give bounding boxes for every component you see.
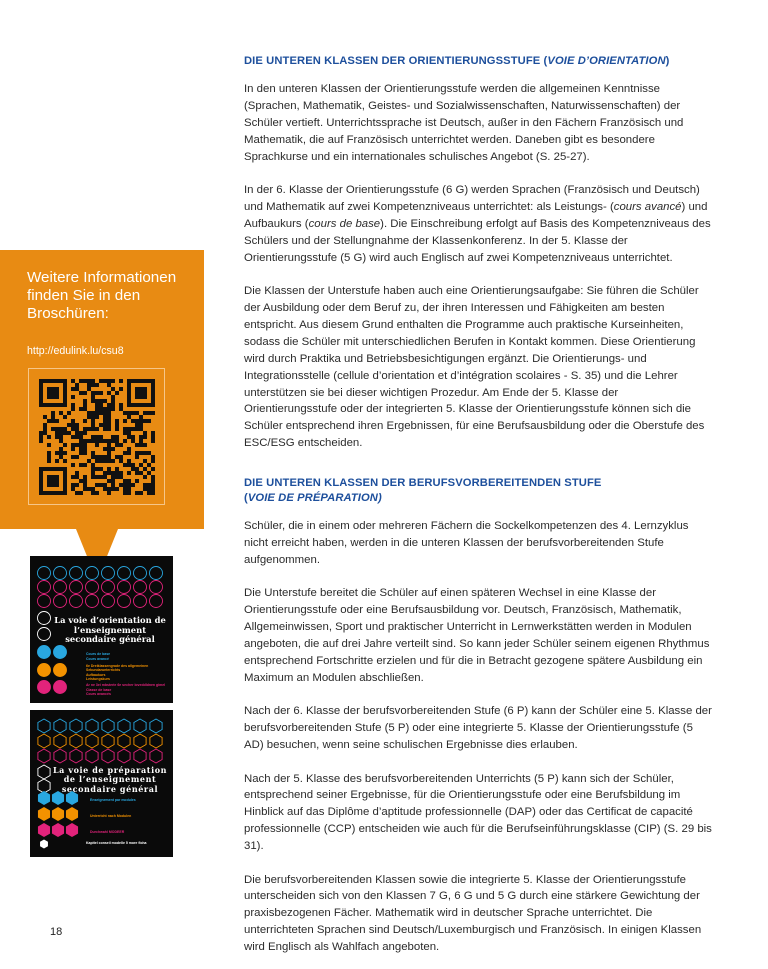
brochure-title: La voie d’orientation de l’enseignement secondaire général [54,615,166,644]
sidebar-heading: Weitere Informationen finden Sie in den Broschüren: [27,269,177,323]
brochure-line: Enseignement par modules [90,798,136,802]
brochure-line: Kapitel conseil modelle 5 more ficha [86,841,147,845]
brochure-line: Leistungskurs [86,677,110,681]
brochure-cover-preparation [30,710,173,857]
paragraph: In den unteren Klassen der Orientierungsstufe werden die allgemeinen Kenntnisse (Sprachen, Mathematik, Geistes- und Sozialwissenschaften, Naturwissenschaften) der Schüler vertieft. Unterrichtssprache ist Deutsch, außer in den Fächern Französisch und Mathematik, die auf Französisch unterrichtet werden. Daneben gibt es besondere Sprachkurse und ein internationales schulisches Angebot (S. 25-27). [244,83,684,163]
brochure-line: Cours de base [86,652,111,656]
brochure-line: Cours avancé [86,657,109,661]
qr-code-frame [28,368,165,505]
brochure-line: 6e Dreiklassengrade des allgemeinen Sekundarunterrichts [86,664,149,673]
brochure-line: Classe de base [86,688,112,692]
info-sidebar [0,250,204,529]
brochure-line: Durchwahl MODEER [90,830,125,834]
brochure-link[interactable]: http://edulink.lu/csu8 [27,345,124,357]
brochure-line: Unterricht nach Modulen [90,814,132,818]
section-title-orientation: DIE UNTEREN KLASSEN DER ORIENTIERUNGSSTUFE (VOIE D’ORIENTATION) [244,55,670,67]
paragraph: In der 6. Klasse der Orientierungsstufe (6 G) werden Sprachen (Französisch und Deutsch) und Mathematik auf zwei Kompetenzniveaus unterrichtet: als Leistungs- (cours avancé) und Aufbaukurs (cours de base). Die Einschreibung erfolgt auf Basis des Kompetenzniveaus des Schülers und der Stellungnahme der Klassenkonferenz. In der 5. Klasse der Orientierungsstufe (5 G) wird auch Englisch auf zwei Kompetenzniveaus unterrichtet. [244,184,711,264]
paragraph: Die Unterstufe bereitet die Schüler auf einen späteren Wechsel in eine Klasse der Orientierungsstufe oder eine Berufsausbildung vor. Deutsch, Französisch, Mathematik, Allgemeinwissen, Sport und praktischer Unterricht in Lernwerkstätten werden in Modulen angeboten, die auf drei Jahre verteilt sind. So kann jeder Schüler seinem eigenen Rhythmus entsprechend Fortschritte erzielen und für die in Betracht gezogene spätere Ausbildung ein Maximum an Modulen abschließen. [244,587,710,684]
brochure-line: Ar ne 3ei mbsterie 6e secher loveddldnen gimel [86,683,166,687]
brochure-line: Aufbaukurs [86,673,106,677]
qr-code-icon[interactable] [29,369,164,504]
main-text-column [244,54,714,956]
paragraph: Die Klassen der Unterstufe haben auch eine Orientierungsaufgabe: Sie führen die Schüler der Ausbildung oder dem Beruf zu, der ihren Interessen und Fähigkeiten am besten entspricht. Aus diesem Grund enthalten die Programme auch praktische Kurseinheiten, sodass die Schüler mit unterschiedlichen Berufen in Kontakt kommen. Diese Orientierung wird durch Praktika und Betriebsbesichtigungen ergänzt. Die Orientierungs- und Integrationsstelle (cellule d’orientation et d’intégration scolaires - S. 35) und die Lehrer unterstützen sie bei dieser wichtigen Prozedur. Am Ende der 5. Klasse der Orientierungsstufe oder der integrierten 5. Klasse der Orientierungsstufe können sich die Schüler entsprechend ihren Ergebnissen, für eine Berufsausbildung oder die Oberstufe des ESC/ESG entscheiden. [244,285,705,450]
paragraph: Nach der 6. Klasse der berufsvorbereitenden Stufe (6 P) kann der Schüler eine 5. Klasse der berufsvorbereitenden Stufe (5 P) oder eine integrierte 5. Klasse der Orientierungsstufe (5 AD) besuchen, wenn seine schulischen Ergebnisse dies erlauben. [244,705,712,752]
paragraph: Schüler, die in einem oder mehreren Fächern die Sockelkompetenzen des 4. Lernzyklus nicht erreicht haben, werden in die unteren Klassen der berufsvorbereitenden Stufe aufgenommen. [244,520,689,566]
paragraph: Nach der 5. Klasse des berufsvorbereitenden Unterrichts (5 P) kann sich der Schüler, entsprechend seiner Ergebnisse, für die Orientierungsstufe oder eine Berufsbildung im Hinblick auf das Diplôme d’aptitude professionnelle (DAP) oder das Certificat de capacité professionnelle (CCP) entscheiden wie auch für die Berufseinführungsklasse (CIP) (S. 29 bis 31). [244,772,712,853]
paragraph: Die berufsvorbereitenden Klassen sowie die integrierte 5. Klasse der Orientierungsstufe unterscheiden sich von den Klassen 7 G, 6 G und 5 G durch eine stärkere Gewichtung der praxisbezogenen Fächer. Mathematik wird in deutscher Sprache unterrichtet. Die unterrichteten Sprachen sind Deutsch/Luxemburgisch und Französisch. In einigen Klassen wird Englisch als Wahlfach angeboten. [244,873,702,954]
brochure-cover-orientation [30,556,173,703]
brochure-line: Cours avancés [86,692,111,696]
section-title-preparation: DIE UNTEREN KLASSEN DER BERUFSVORBEREITENDEN STUFE (VOIE DE PRÉPARATION) [244,477,602,505]
page-number: 18 [50,926,63,938]
brochure-title: La voie de préparation de l’enseignement secondaire général [52,765,168,794]
